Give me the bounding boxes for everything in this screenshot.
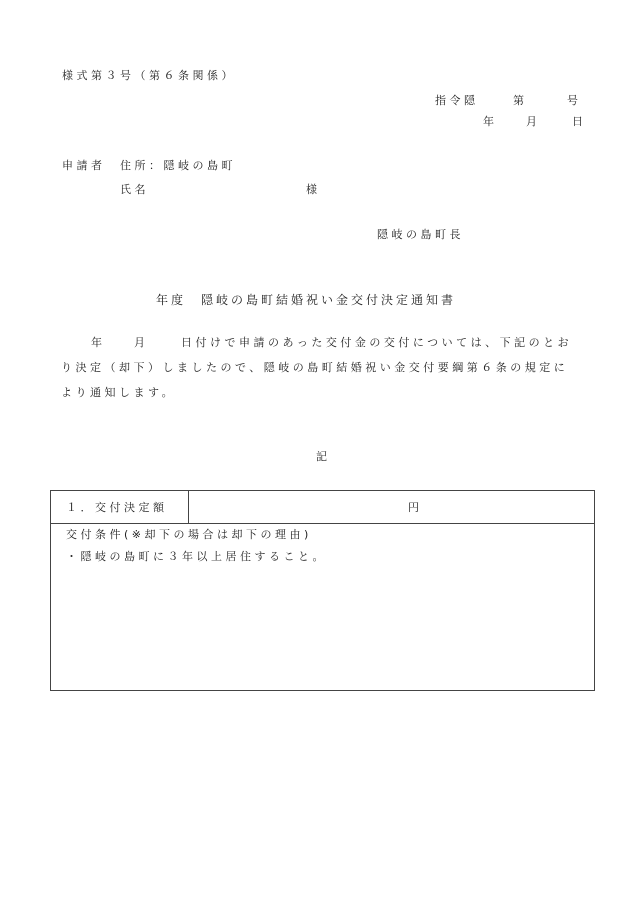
applicant-name-label: 氏名: [120, 183, 149, 196]
body-line1: 日付けで申請のあった交付金の交付については、下記のとお: [181, 336, 573, 349]
body-line2: り決定（却下）しましたので、隠岐の島町結婚祝い金交付要綱第６条の規定に: [61, 361, 569, 374]
document-title: 年度 隠岐の島町結婚祝い金交付決定通知書: [156, 293, 457, 307]
applicant-address: 住所：隠岐の島町: [120, 159, 236, 172]
amount-unit: 円: [408, 501, 423, 514]
ref-prefix: 指令隠: [435, 94, 479, 107]
applicant-honorific: 様: [306, 183, 321, 196]
applicant-label: 申請者: [62, 159, 106, 172]
amount-label: １．交付決定額: [66, 501, 168, 514]
ref-go: 号: [567, 94, 582, 107]
amount-row: [51, 491, 594, 524]
conditions-label: 交付条件(※却下の場合は却下の理由): [66, 528, 312, 541]
date-month: 月: [526, 115, 541, 128]
body-line3: より通知します。: [61, 386, 177, 399]
body-month: 月: [134, 336, 149, 349]
decision-table: [50, 490, 595, 691]
form-number: 様式第３号（第６条関係）: [62, 69, 236, 82]
date-year: 年: [483, 115, 498, 128]
date-day: 日: [572, 115, 587, 128]
column-divider: [188, 491, 189, 523]
body-year: 年: [91, 336, 106, 349]
ref-dai: 第: [513, 94, 528, 107]
issuer: 隠岐の島町長: [377, 228, 464, 241]
ki-heading: 記: [316, 450, 331, 463]
condition-item: ・隠岐の島町に３年以上居住すること。: [66, 550, 327, 563]
